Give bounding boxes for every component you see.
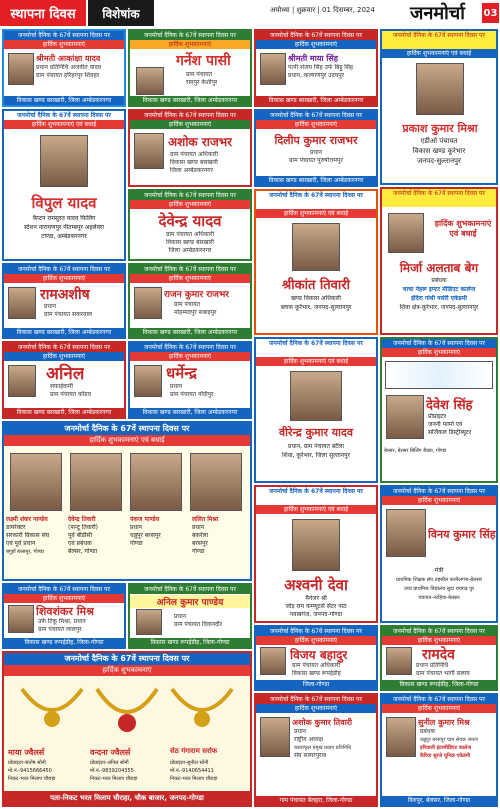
ad-line: ग्राम पंचायत bbox=[174, 301, 201, 308]
ad-line: शिवा, कूरेभार, जिला सुल्तानपुर bbox=[282, 452, 350, 459]
person-line: बगुहाँ बरसपुर, गोण्डा bbox=[6, 549, 45, 555]
person-line: एवं प्रबंधक bbox=[68, 540, 92, 547]
ad-strip: जनमोर्चा दैनिक के 67वें स्थापना दिवस पर bbox=[382, 189, 496, 207]
ad-line: ग्राम पंचायत अधिकारी bbox=[170, 151, 219, 158]
ad-name: देवेन्द्र यादव bbox=[158, 212, 222, 230]
portrait-photo bbox=[8, 287, 36, 319]
ad-strip: जनमोर्चा दैनिक के 67वें स्थापना दिवस पर bbox=[256, 339, 376, 357]
shop-line: प्रोप्राइटर-संतोष सोनी bbox=[8, 760, 46, 766]
person-line: प्रधान bbox=[192, 524, 204, 531]
ad-name: श्रीमती माया सिंह bbox=[288, 54, 339, 63]
ad-line: पंचायत-नरहिया-बेलसर bbox=[418, 595, 460, 601]
portrait-photo bbox=[8, 53, 34, 85]
date-line: अयोध्या | शुक्रवार | 01 दिसम्बर, 2024 bbox=[270, 6, 375, 14]
ad-wish: हार्दिक शुभकामनाएं bbox=[382, 636, 496, 645]
shop-name: वन्दना ज्वैलर्स bbox=[90, 748, 131, 757]
ad-line: ब्लाक कूरेभार, जनपद-सुल्तानपुर bbox=[280, 304, 352, 311]
person-line: एवं पूर्व प्रधान bbox=[6, 540, 36, 547]
ad-foot: विकास खण्ड बसखारी, जिला अम्बेडकरनगर bbox=[4, 328, 124, 337]
ad-name: विजय बहादुर bbox=[290, 648, 348, 662]
ad-line: जिला अम्बेडकरनगर bbox=[168, 247, 212, 254]
ad-ashok-tiwari bbox=[254, 693, 378, 807]
ad-wish: हार्दिक शुभकामनाएं bbox=[382, 496, 496, 505]
ad-line: प्रधान bbox=[174, 613, 186, 620]
ad-name: मिर्जा अलताब बेग bbox=[399, 261, 479, 275]
shop-line: मो.नं.-9839204355 bbox=[90, 768, 134, 774]
ad-line: प्रधान, ग्राम पंचायत बटैला bbox=[288, 443, 344, 450]
portrait-photo bbox=[134, 287, 162, 319]
ad-name: विनय कुमार सिंह bbox=[428, 528, 496, 541]
person-line: प्रधान bbox=[130, 524, 142, 531]
jewellery-necklace-icon bbox=[12, 681, 242, 741]
ad-foot: विकास खण्ड बसखारी, जिला अम्बेडकरनगर bbox=[130, 328, 250, 337]
ad-wish: हार्दिक शुभकामनाएं एवं बधाई bbox=[256, 505, 376, 514]
person-line: पूर्व बीडीसी bbox=[68, 532, 93, 539]
ad-strip: जनमोर्चा दैनिक के 67वें स्थापना दिवस पर bbox=[256, 111, 376, 120]
ad-ramdev bbox=[380, 625, 498, 691]
ad-strip: जनमोर्चा दैनिक के 67वें स्थापना दिवस पर bbox=[256, 487, 376, 505]
ad-line: ग्राम पंचायत लालपुर bbox=[38, 626, 82, 633]
ad-line: मैनेजर श्री bbox=[305, 595, 327, 602]
ad-line: चाचा नेहरू इण्टर मीडिएट कालेज bbox=[402, 286, 476, 293]
portrait-photo bbox=[40, 135, 88, 187]
ad-line: एडीओ पंचायत bbox=[420, 137, 458, 145]
portrait-photo bbox=[134, 365, 162, 397]
ad-name: अशोक कुमार तिवारी bbox=[292, 718, 353, 727]
portrait-photo bbox=[134, 133, 164, 169]
ad-line: प्रबंधक bbox=[420, 728, 436, 735]
ad-wish: हार्दिक शुभकामनाएं bbox=[4, 352, 124, 361]
ad-prakash bbox=[380, 29, 498, 185]
ad-line: ग्राम पंचायत हरिहरपुर शिवहर bbox=[36, 72, 100, 79]
ad-srikant bbox=[254, 189, 378, 335]
ad-line: जनपद-सुल्तानपुर bbox=[417, 157, 461, 165]
ad-name: विपुल यादव bbox=[31, 194, 97, 212]
ad-strip: जनमोर्चा दैनिक के 67वें स्थापना दिवस पर bbox=[382, 339, 496, 348]
portrait-photo bbox=[386, 395, 424, 439]
ad-line: ग्राम पंचायत अधिकारी bbox=[165, 231, 214, 238]
ad-foot: विकास खण्ड बसखारी, जिला अम्बेडकरनगर bbox=[256, 96, 376, 105]
ad-anil bbox=[2, 341, 126, 419]
ad-strip: जनमोर्चा दैनिक के 67वें स्थापना दिवस पर bbox=[256, 191, 376, 209]
ad-name: गर्नेश पासी bbox=[176, 53, 231, 69]
ad-wish: हार्दिक शुभकामनाएं bbox=[4, 594, 124, 603]
ad-line: कालाफूल प्रमुख प्रधान प्रतिनिधि bbox=[294, 745, 352, 751]
shop-line: निकट-भरत मिलाप चौराहा bbox=[170, 776, 218, 782]
ad-line: विकास खण्ड कूरेभार bbox=[412, 147, 466, 155]
person-line: सरकारी विकास संघ bbox=[6, 532, 50, 539]
page-number: 03 bbox=[482, 3, 499, 23]
portrait-photo bbox=[416, 63, 464, 115]
portrait-photo bbox=[260, 647, 286, 675]
person-name: देवेन्द्र तिवारी bbox=[68, 516, 96, 523]
ad-strip: जनमोर्चा दैनिक के 67वें स्थापना दिवस पर bbox=[4, 265, 124, 274]
portrait-photo bbox=[10, 453, 62, 511]
ad-wish: हार्दिक शुभकामनाएं bbox=[4, 665, 250, 676]
shop-line: मो.नं.-9415666450 bbox=[8, 768, 52, 774]
ad-rajan bbox=[128, 263, 252, 339]
ad-name: रामअशीष bbox=[40, 287, 90, 303]
ad-virendra bbox=[254, 337, 378, 483]
ad-wish: हार्दिक शुभकामनाएं bbox=[256, 120, 376, 129]
ad-name: अनिल bbox=[46, 364, 85, 384]
portrait-photo bbox=[70, 453, 122, 511]
ad-line: कैरिया सुरजे यूनिक एकेडमी bbox=[420, 753, 471, 759]
ad-line: इंदिरा गांधी नर्सरी एकेडमी bbox=[411, 295, 467, 302]
ad-sunil bbox=[380, 693, 498, 807]
ad-strip: जनमोर्चा दैनिक के 67वें स्थापना दिवस पर bbox=[4, 31, 124, 40]
ad-strip: जनमोर्चा दैनिक के 67वें स्थापना दिवस पर bbox=[130, 191, 250, 200]
ad-wish: हार्दिक शुभकामनाएं एवं बधाई bbox=[434, 219, 492, 238]
ad-garnesh bbox=[128, 29, 252, 107]
ad-line: प्रधान bbox=[294, 728, 306, 735]
ad-line: प्रधान bbox=[170, 383, 182, 390]
ad-line: टाण्डा, अम्बेडकरनगर bbox=[41, 233, 87, 240]
ad-line: ग्राम पंचायत भागी सलाय bbox=[416, 670, 470, 677]
ad-name: अश्वनी देवा bbox=[284, 576, 348, 594]
ad-strip: जनमोर्चा दैनिक के 67वें स्थापना दिवस पर bbox=[256, 627, 376, 636]
shop-name: माया ज्वैलर्स bbox=[8, 748, 45, 757]
ad-devesh bbox=[380, 337, 498, 483]
portrait-photo bbox=[260, 53, 286, 85]
ad-foot: विकास खण्ड बसखारी, जिला अम्बेडकरनगर bbox=[130, 96, 250, 105]
ad-foot: जिला-गोण्डा bbox=[256, 680, 376, 689]
ad-name: देवेश सिंह bbox=[426, 398, 473, 413]
ad-line: धन्नुपुर बरसपुर ग्राम सेवक जनता bbox=[420, 737, 479, 743]
ad-line: प्रधान प्रतिनिधि bbox=[416, 662, 449, 669]
newspaper-logo: जनमोर्चा bbox=[410, 3, 465, 24]
ad-line: पत्नी संजय सिंह उर्फ बिट्टू सिंह bbox=[288, 64, 354, 71]
ad-foot: विकास खण्ड बसखारी, जिला अम्बेडकरनगर bbox=[4, 96, 124, 105]
ad-vipul bbox=[2, 109, 126, 261]
ad-dilip bbox=[254, 109, 378, 187]
ad-mirza bbox=[380, 187, 498, 335]
ad-strip: जनमोर्चा दैनिक के 67वें स्थापना दिवस पर bbox=[130, 111, 250, 120]
ad-foot: विकास खण्ड बसखारी, जिला अम्बेडकरनगर bbox=[256, 176, 376, 185]
portrait-photo bbox=[136, 67, 164, 95]
ad-group bbox=[2, 421, 252, 581]
ad-line: ग्राम पंचायत bbox=[186, 71, 213, 78]
ad-foot: विकास खण्ड बसखारी, जिला अम्बेडकरनगर bbox=[4, 408, 124, 417]
ad-name: दिलीप कुमार राजभर bbox=[274, 134, 358, 147]
ad-strip: जनमोर्चा दैनिक के 67वें स्थापना दिवस पर bbox=[382, 627, 496, 636]
ad-name: धर्मेन्द्र bbox=[166, 364, 197, 382]
ad-line: ग्राम पंचायत दिवानदीर bbox=[174, 621, 223, 628]
portrait-photo bbox=[388, 213, 424, 253]
ad-line: प्रबंधक bbox=[431, 277, 447, 284]
ad-name: सुनील कुमार मिश्र bbox=[418, 718, 470, 727]
ad-line: जननी फार्मा एवं bbox=[428, 421, 463, 428]
ad-wish: हार्दिक शुभकामनाएं एवं बधाई bbox=[382, 49, 496, 58]
person-name: लक्ष्मी शंकर पाण्डेय bbox=[6, 516, 48, 523]
ad-wish: हार्दिक शुभकामनाएं एवं बधाई bbox=[256, 357, 376, 366]
ad-line: जोड़ राम कम्प्यूटर्स सेंटर पाठ bbox=[285, 603, 347, 610]
shop-line: निकट-भरत मिलाप चौराहा bbox=[8, 776, 56, 782]
ad-name: अशोक राजभर bbox=[168, 135, 233, 149]
ad-wish: हार्दिक शुभकामनाएं एवं बधाई bbox=[256, 209, 376, 218]
person-line: (फन्टू तिवारी) bbox=[68, 524, 98, 531]
ad-wish: हार्दिक शुभकामनाएं bbox=[256, 40, 376, 49]
portrait-photo bbox=[386, 509, 426, 557]
ad-strip: जनमोर्चा दैनिक के 67वें स्थापना दिवस पर bbox=[130, 343, 250, 352]
ad-strip: जनमोर्चा दैनिक के 67वें स्थापना दिवस पर bbox=[382, 31, 496, 49]
person-name: ललित मिश्रा bbox=[192, 516, 219, 523]
ad-line: राष्ट्रीय अध्यक्ष bbox=[294, 736, 324, 743]
ad-line: हरियाली इंटरमीडिएट कालेज bbox=[420, 745, 472, 751]
ad-wish: हार्दिक शुभकामनाएं bbox=[382, 348, 496, 357]
banner-photo bbox=[385, 361, 493, 389]
ad-name: अनिल कुमार पाण्डेय bbox=[130, 595, 250, 608]
shop-line: प्रोप्राइटर-अनिल सोनी bbox=[90, 760, 129, 766]
ad-akanksha bbox=[2, 29, 126, 107]
ad-line: रामपुर केशीपुर bbox=[186, 79, 218, 86]
ad-jewellers bbox=[2, 651, 252, 807]
person-name: पंकज पाण्डेय bbox=[130, 516, 160, 523]
ad-anil-pandey bbox=[128, 583, 252, 649]
portrait-photo bbox=[260, 717, 290, 757]
person-line: गोण्डा bbox=[192, 548, 205, 555]
ad-vijay bbox=[254, 625, 378, 691]
ad-line: विकास खण्ड रूपईडीह bbox=[292, 670, 341, 677]
ad-devendra bbox=[128, 189, 252, 261]
ad-strip: जनमोर्चा दैनिक के 67वें स्थापना दिवस पर bbox=[256, 31, 376, 40]
ad-line: प्रधान, कल्याणपुर उदयपुर bbox=[288, 72, 345, 79]
ad-line: ग्राम पंचायत अधिकारी bbox=[292, 662, 341, 669]
ad-wish: हार्दिक शुभकामनाएं bbox=[130, 200, 250, 209]
portrait-photo bbox=[386, 717, 416, 757]
ad-line: उच्च प्राथमिक विद्यालय सुदा रायगढ़ पुर bbox=[403, 586, 475, 592]
ad-wish: हार्दिक शुभकामनाएं bbox=[130, 120, 250, 129]
ad-strip: जनमोर्चा दैनिक के 67वें स्थापना दिवस पर bbox=[4, 111, 124, 120]
person-line: धन्नुपुर बरसपुर bbox=[130, 532, 161, 539]
shop-line: मो.नं.-9140654411 bbox=[170, 768, 214, 774]
ad-wish: हार्दिक शुभकामनाएं bbox=[382, 704, 496, 713]
ad-maya bbox=[254, 29, 378, 107]
ad-wish: हार्दिक शुभकामनाएं bbox=[130, 274, 250, 283]
ad-wish: हार्दिक शुभकामनाएं bbox=[256, 704, 376, 713]
portrait-photo bbox=[292, 519, 340, 571]
portrait-photo bbox=[386, 647, 412, 675]
ad-wish: हार्दिक शुभकामनाएं bbox=[256, 636, 376, 645]
ad-strip: जनमोर्चा दैनिक के 67वें स्थापना दिवस पर bbox=[382, 487, 496, 496]
portrait-photo bbox=[290, 371, 342, 421]
ad-line: उर्फ टिंकू मिश्रा, प्रधान bbox=[38, 618, 86, 625]
portrait-photo bbox=[8, 365, 36, 397]
person-line: बेल्सर, गोण्डा bbox=[68, 548, 98, 555]
ad-name: शिवशंकर मिश्र bbox=[36, 605, 94, 618]
person-line: बकरेला bbox=[192, 532, 209, 539]
ad-foot: विकास खण्ड रूपईडीह, जिला-गोण्डा bbox=[382, 680, 496, 689]
ad-foot: विकास खण्ड रूपईडीह, जिला-गोण्डा bbox=[130, 638, 250, 647]
ad-line: प्रधान bbox=[310, 149, 322, 156]
ad-line: सर्जिकल डिस्ट्रीब्यूटर bbox=[428, 429, 472, 436]
ad-line: खण्ड विकास अधिकारी bbox=[291, 295, 341, 302]
ad-foot: विकास खण्ड बसखारी, जिला अम्बेडकरनगर bbox=[130, 408, 250, 417]
ad-line: प्रधान bbox=[44, 303, 56, 310]
ad-line: संघ सलारपुरवा bbox=[294, 752, 327, 759]
ad-wish: हार्दिक शुभकामनाएं एवं बधाई bbox=[4, 435, 250, 446]
ad-line: विकास खण्ड बसखारी bbox=[166, 239, 214, 246]
ad-line: प्रधान प्रतिनिधि अजवीत यादव bbox=[36, 64, 102, 71]
ad-vinay bbox=[380, 485, 498, 623]
ad-strip: जनमोर्चा दैनिक के 67वें स्थापना दिवस पर bbox=[4, 585, 124, 594]
ad-line: शिवा क्षेत्र-कूरेभार, जनपद-सुल्तानपुर bbox=[399, 304, 479, 311]
ad-name: रामदेव bbox=[422, 647, 455, 663]
ad-strip: जनमोर्चा दैनिक के 67वें स्थापना दिवस पर bbox=[130, 31, 250, 40]
ad-line: नवाबगंज, जनपद-गोण्डा bbox=[289, 611, 343, 618]
ad-foot: विरुपुर, बेलसर, जिला-गोण्डा bbox=[382, 796, 496, 805]
shop-name: सेठ गंगाराम सर्राफ bbox=[170, 747, 218, 755]
ad-dharmendra bbox=[128, 341, 252, 419]
ad-wish: हार्दिक शुभकामनाएं bbox=[4, 40, 124, 49]
ad-foot: विकास खण्ड रूपईडीह, जिला-गोण्डा bbox=[4, 638, 124, 647]
ad-line: प्रोप्राइटर bbox=[428, 413, 447, 420]
ad-line: जिला अम्बेडकरनगर bbox=[170, 167, 213, 174]
ad-strip: जनमोर्चा दैनिक के 67वें स्थापना दिवस पर bbox=[4, 343, 124, 352]
person-line: डायरेक्टर bbox=[6, 524, 26, 531]
portrait-photo bbox=[8, 605, 34, 633]
ad-foot: पता-निकट भरत मिलाप चौराहा, चौक बाजार, जनपद-गोण्डा bbox=[4, 791, 250, 805]
ad-strip: जनमोर्चा दैनिक के 67वें स्थापना दिवस पर bbox=[4, 423, 250, 435]
ad-line: ग्राम पंचायत पुरुषोत्तमपुर bbox=[289, 157, 343, 164]
ad-foot: गाम पंचायत बेलहरा, जिला-गोण्डा bbox=[256, 796, 376, 805]
ad-ramashish bbox=[2, 263, 126, 339]
person-line: बरसपुर bbox=[192, 540, 208, 547]
portrait-photo bbox=[130, 453, 182, 511]
shop-line: प्रोप्राइटर-सुनील सोनी bbox=[170, 760, 209, 766]
ad-line: बेल्सर, बेल्सर बिलिंग बैच्छा, गोण्डा bbox=[384, 448, 447, 454]
masthead bbox=[0, 0, 500, 26]
portrait-photo bbox=[190, 453, 242, 511]
visheshank-label: विशेषांक bbox=[88, 0, 154, 26]
ad-line: ग्राम पंचायत नोंदीपुर bbox=[170, 391, 214, 398]
ad-name: राजन कुमार राजभर bbox=[164, 290, 229, 300]
ad-name: श्रीकांत तिवारी bbox=[282, 278, 350, 293]
person-line: गोण्डा bbox=[130, 540, 143, 547]
ad-ashok-rajbhar bbox=[128, 109, 252, 187]
ad-line: प्राथमिक शिक्षक संघ तहसील करनैलगंज-बेलसर bbox=[396, 577, 482, 583]
ad-line: स्टेशन नारायणपुर पीतम्बपुर अहलेवरा bbox=[24, 224, 104, 231]
ad-strip: जनमोर्चा दैनिक के 67वें स्थापना दिवस पर bbox=[4, 653, 250, 665]
ad-ashwani bbox=[254, 485, 378, 623]
ad-name: श्रीमती आकांक्षा यादव bbox=[36, 54, 101, 63]
ad-strip: जनमोर्चा दैनिक के 67वें स्थापना दिवस पर bbox=[382, 695, 496, 704]
sthapana-label: स्थापना दिवस bbox=[0, 0, 86, 26]
ad-shivshankar bbox=[2, 583, 126, 649]
ad-wish: हार्दिक शुभकामनाएं bbox=[4, 274, 124, 283]
ad-strip: जनमोर्चा दैनिक के 67वें स्थापना दिवस पर bbox=[130, 265, 250, 274]
ad-name: प्रकाश कुमार मिश्रा bbox=[402, 122, 478, 135]
ad-line: ग्राम पंचायत सकरवाल bbox=[44, 311, 93, 318]
portrait-photo bbox=[292, 223, 340, 271]
ad-name: वीरेन्द्र कुमार यादव bbox=[279, 426, 353, 439]
portrait-photo bbox=[136, 609, 162, 635]
ad-line: ग्राम पंचायत कोंडरा bbox=[50, 391, 92, 398]
ad-strip: जनमोर्चा दैनिक के 67वें स्थापना दिवस पर bbox=[130, 585, 250, 594]
ad-wish: हार्दिक शुभकामनाएं एवं बधाई bbox=[4, 120, 124, 129]
ad-wish: हार्दिक शुभकामनाएं bbox=[130, 352, 250, 361]
ad-line: सफाईकर्मी bbox=[50, 383, 73, 390]
ad-line: मंत्री bbox=[434, 567, 444, 574]
ad-wish: हार्दिक शुभकामनाएं bbox=[130, 40, 250, 49]
ad-line: कैप्टन रामसुरत यादव फिलिंग bbox=[32, 215, 96, 222]
ad-line: मोहम्मदपुर सबाइपुर bbox=[174, 309, 217, 316]
ad-strip: जनमोर्चा दैनिक के 67वें स्थापना दिवस पर bbox=[256, 695, 376, 704]
ad-line: विकास खण्ड बसखारी bbox=[170, 159, 218, 166]
shop-line: निकट-भरत मिलाप चौराहा bbox=[90, 776, 138, 782]
